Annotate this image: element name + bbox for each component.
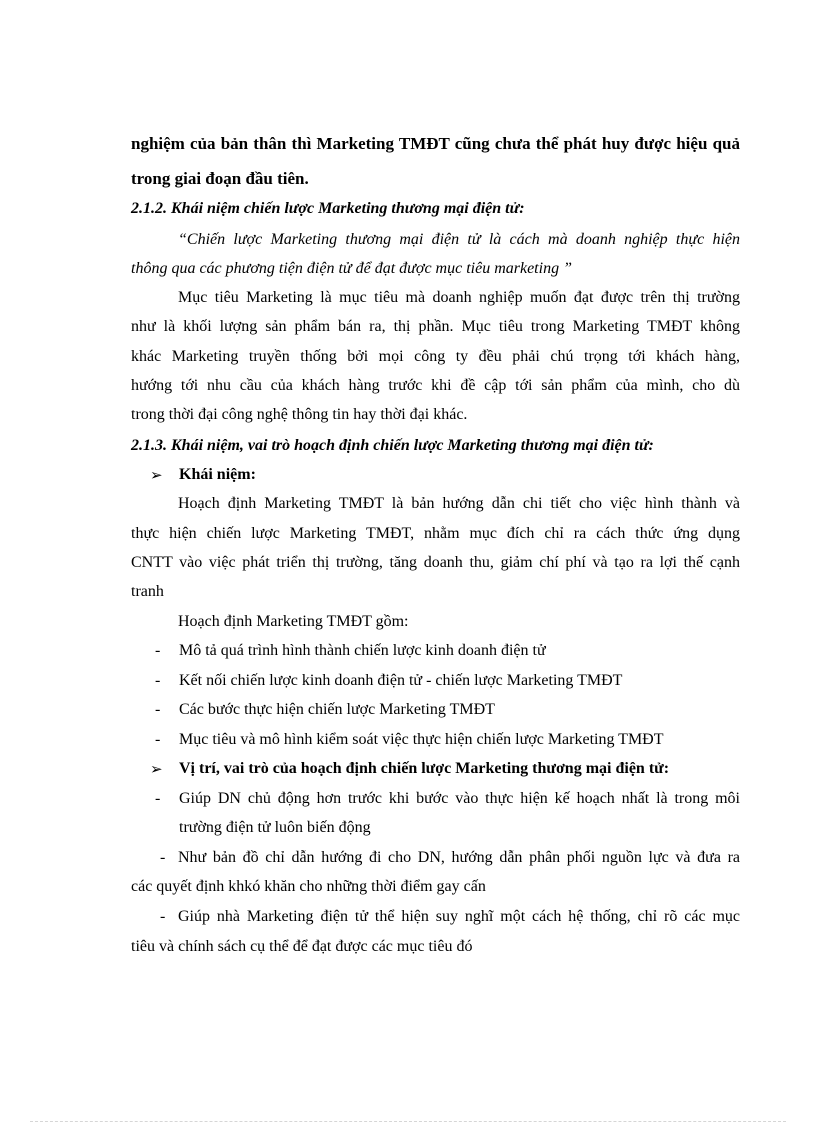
list-item-continuation: trường điện tử luôn biến động (179, 819, 371, 836)
dash-bullet-icon: - (160, 849, 166, 866)
paragraph-line: thực hiện chiến lược Marketing TMĐT, nhằm mục đích chỉ ra cách thức ứng dụng (131, 525, 740, 542)
paragraph-line: Hoạch định Marketing TMĐT gồm: (178, 613, 409, 630)
bullet-heading: Khái niệm: (179, 466, 256, 483)
dash-bullet-icon: - (155, 701, 161, 718)
quote-line: “Chiến lược Marketing thương mại điện tử là cách mà doanh nghiệp thực hiện (178, 231, 740, 248)
paragraph-line: CNTT vào việc phát triển thị trường, tăng doanh thu, giảm chí phí và tạo ra lợi thế cạnh (131, 554, 740, 571)
arrow-bullet-icon: ➢ (150, 762, 163, 778)
dash-bullet-icon: - (155, 731, 161, 748)
paragraph-line: khác Marketing truyền thống bởi mọi công ty đều phải chú trọng tới khách hàng, (131, 348, 740, 365)
page-bottom-rule (30, 1121, 786, 1122)
paragraph-line: nghiệm của bản thân thì Marketing TMĐT cũng chưa thể phát huy được hiệu quả (131, 134, 740, 153)
list-item-continuation: các quyết định khkó khăn cho những thời điểm gay cấn (131, 878, 486, 895)
paragraph-line: Hoạch định Marketing TMĐT là bản hướng dẫn chi tiết cho việc hình thành và (178, 495, 740, 512)
dash-bullet-icon: - (155, 672, 161, 689)
list-item: Mục tiêu và mô hình kiểm soát việc thực hiện chiến lược Marketing TMĐT (179, 731, 664, 748)
paragraph-line: hướng tới nhu cầu của khách hàng trước khi đề cập tới sản phẩm của mình, cho dù (131, 377, 740, 394)
quote-line: thông qua các phương tiện điện tử để đạt được mục tiêu marketing ” (131, 260, 572, 277)
paragraph-line: trong thời đại công nghệ thông tin hay thời đại khác. (131, 406, 468, 423)
paragraph-line: trong giai đoạn đầu tiên. (131, 169, 309, 188)
list-item: Như bản đồ chỉ dẫn hướng đi cho DN, hướng dẫn phân phối nguồn lực và đưa ra (178, 849, 740, 866)
arrow-bullet-icon: ➢ (150, 468, 163, 484)
list-item: Giúp nhà Marketing điện tử thể hiện suy nghĩ một cách hệ thống, chỉ rõ các mục (178, 908, 740, 925)
list-item-continuation: tiêu và chính sách cụ thể để đạt được các mục tiêu đó (131, 938, 473, 955)
section-heading: 2.1.3. Khái niệm, vai trò hoạch định chiến lược Marketing thương mại điện tử: (131, 437, 654, 454)
list-item: Giúp DN chủ động hơn trước khi bước vào thực hiện kế hoạch nhất là trong môi (179, 790, 740, 807)
list-item: Mô tả quá trình hình thành chiến lược kinh doanh điện tử (179, 642, 546, 659)
paragraph-line: tranh (131, 583, 164, 600)
list-item: Kết nối chiến lược kinh doanh điện tử - chiến lược Marketing TMĐT (179, 672, 623, 689)
paragraph-line: như là khối lượng sản phẩm bán ra, thị phần. Mục tiêu trong Marketing TMĐT không (131, 318, 740, 335)
paragraph-line: Mục tiêu Marketing là mục tiêu mà doanh nghiệp muốn đạt được trên thị trường (178, 289, 740, 306)
dash-bullet-icon: - (155, 790, 161, 807)
dash-bullet-icon: - (155, 642, 161, 659)
list-item: Các bước thực hiện chiến lược Marketing TMĐT (179, 701, 495, 718)
dash-bullet-icon: - (160, 908, 166, 925)
bullet-heading: Vị trí, vai trò của hoạch định chiến lược Marketing thương mại điện tử: (179, 760, 670, 777)
section-heading: 2.1.2. Khái niệm chiến lược Marketing thương mại điện tử: (131, 200, 525, 217)
